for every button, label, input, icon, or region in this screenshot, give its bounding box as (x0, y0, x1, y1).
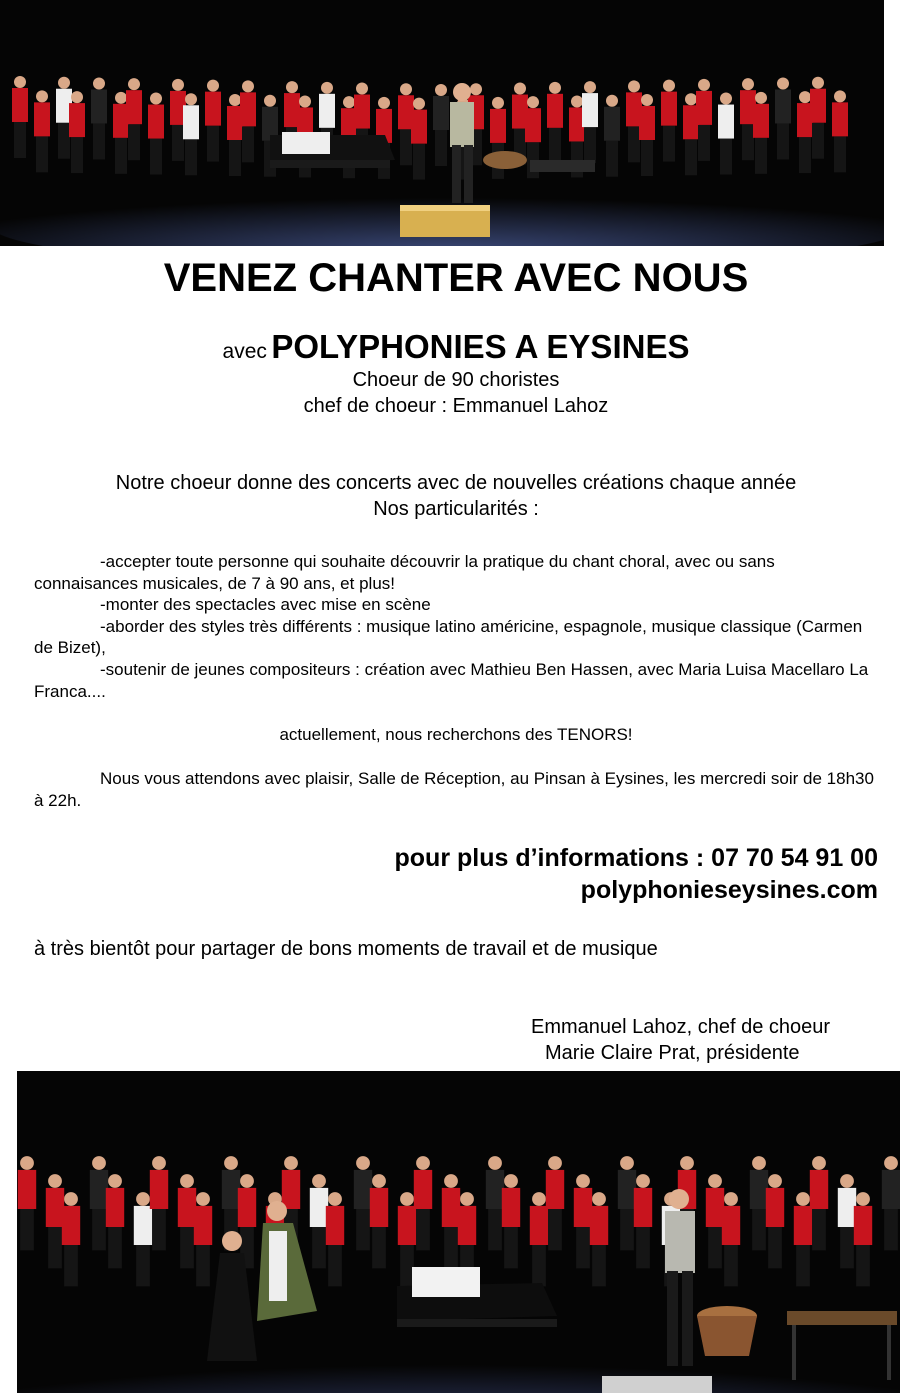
choir-name: POLYPHONIES A EYSINES (271, 328, 690, 365)
contact-website[interactable]: polyphonieseysines.com (580, 876, 878, 904)
choir-size: Choeur de 90 choristes (352, 369, 560, 391)
signature-conductor: Emmanuel Lahoz, chef de choeur (531, 1016, 831, 1038)
closing-text: à très bientôt pour partager de bons moments de travail et de musique (34, 938, 658, 960)
features-list (34, 551, 882, 702)
feature-item: -soutenir de jeunes compositeurs : création avec Mathieu Ben Hassen, avec Maria Luisa Macellaro La Franca.... (34, 659, 869, 701)
features-heading: Nos particularités : (373, 498, 539, 520)
choir-photo-illustration (0, 0, 884, 246)
headline: VENEZ CHANTER AVEC NOUS (163, 256, 749, 300)
rehearsal-info: Nous vous attendons avec plaisir, Salle de Réception, au Pinsan à Eysines, les mercredi soir de 18h30 à 22h. (34, 769, 874, 810)
choir-concert-photo-bottom (17, 1071, 900, 1393)
choir-prefix: avec (222, 340, 267, 363)
choir-conductor: chef de choeur : Emmanuel Lahoz (303, 395, 609, 417)
intro-text: Notre choeur donne des concerts avec de nouvelles créations chaque année (115, 472, 797, 494)
feature-item: -aborder des styles très différents : musique latino américine, espagnole, musique classique (Carmen de Bizet), (34, 616, 863, 658)
tenors-notice: actuellement, nous recherchons des TENORS! (279, 725, 633, 744)
contact-phone: pour plus d’informations : 07 70 54 91 00 (394, 844, 878, 872)
concert-photo-illustration (17, 1071, 900, 1393)
choir-stage-photo-top (0, 0, 884, 246)
feature-item: -accepter toute personne qui souhaite découvrir la pratique du chant choral, avec ou sans connaisances musicales, de 7 à 90 ans, et plus! (34, 552, 775, 593)
signature-president: Marie Claire Prat, présidente (545, 1042, 800, 1064)
feature-item: -monter des spectacles avec mise en scène (100, 595, 431, 615)
choir-name-line (0, 328, 900, 366)
